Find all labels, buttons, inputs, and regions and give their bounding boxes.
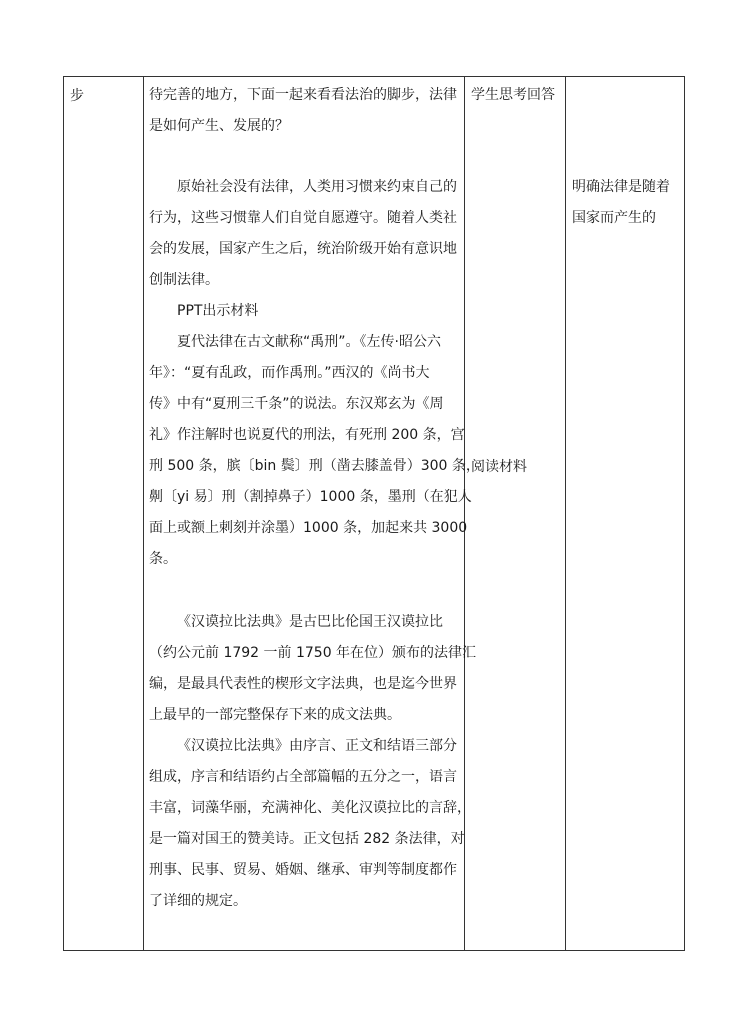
xia-law-paragraph: [149, 327, 480, 575]
content-cell: [144, 77, 480, 951]
text-line: 丰富，词藻华丽，充满神化、美化汉谟拉比的言辞，: [149, 800, 471, 816]
hammurabi-structure-paragraph: [149, 731, 471, 917]
design-intent-cell: [566, 77, 685, 951]
text-line: 了详细的规定。: [149, 893, 247, 909]
text-line: 编，是最具代表性的楔形文字法典，也是迄今世界: [149, 676, 457, 692]
text-line: 《汉谟拉比法典》由序言、正文和结语三部分: [177, 738, 457, 754]
text-line: 是如何产生、发展的？: [149, 118, 289, 134]
text-line: 待完善的地方，下面一起来看看法治的脚步，法律: [149, 87, 457, 103]
intro-paragraph: [149, 80, 461, 142]
table-row: [64, 77, 685, 951]
text-line: 刑事、民事、贸易、婚姻、继承、审判等制度都作: [149, 862, 457, 878]
text-line: 组成，序言和结语约占全部篇幅的五分之一，语言: [149, 769, 457, 785]
text-line: 面上或额上刺刻并涂墨）1000 条，加起来共 3000: [149, 520, 468, 536]
step-label: 步: [70, 88, 84, 104]
read-material: 阅读材料: [471, 459, 527, 475]
text-line: 原始社会没有法律，人类用习惯来约束自己的: [177, 179, 457, 195]
text-line: 会的发展，国家产生之后，统治阶级开始有意识地: [149, 241, 457, 257]
text-line: 夏代法律在古文献称“禹刑”。《左传·昭公六: [177, 334, 441, 350]
text-line: 上最早的一部完整保存下来的成文法典。: [149, 707, 401, 723]
text-line: 行为，这些习惯靠人们自觉自愿遵守。随着人类社: [149, 210, 457, 226]
origin-paragraph: [149, 172, 461, 296]
text-line: 条。: [149, 551, 177, 567]
text-line: 明确法律是随着: [572, 179, 670, 195]
hammurabi-paragraph: [149, 607, 477, 731]
text-line: 劓〔yi 易〕刑（割掉鼻子）1000 条，墨刑（在犯人: [149, 489, 472, 505]
ppt-note: PPT出示材料: [177, 303, 259, 319]
text-line: 《汉谟拉比法典》是古巴比伦国王汉谟拉比: [177, 614, 443, 630]
text-line: 礼》作注解时也说夏代的刑法，有死刑 200 条，宫: [149, 427, 465, 443]
text-line: 创制法律。: [149, 272, 219, 288]
text-line: （约公元前 1792 一前 1750 年在位）颁布的法律汇: [149, 645, 477, 661]
step-cell: [64, 77, 144, 951]
student-activity-cell: [465, 77, 566, 951]
text-line: 国家而产生的: [572, 210, 656, 226]
text-line: 年》：“夏有乱政，而作禹刑。”西汉的《尚书大: [149, 365, 430, 381]
lesson-table: [63, 76, 685, 951]
text-line: 是一篇对国王的赞美诗。正文包括 282 条法律，对: [149, 831, 465, 847]
student-think-answer: 学生思考回答: [471, 87, 555, 103]
design-intent-text: [572, 172, 682, 234]
text-line: 传》中有“夏刑三千条”的说法。东汉郑玄为《周: [149, 396, 444, 412]
text-line: 刑 500 条，膑〔bin 鬓〕刑（凿去膝盖骨）300 条，: [149, 458, 480, 474]
